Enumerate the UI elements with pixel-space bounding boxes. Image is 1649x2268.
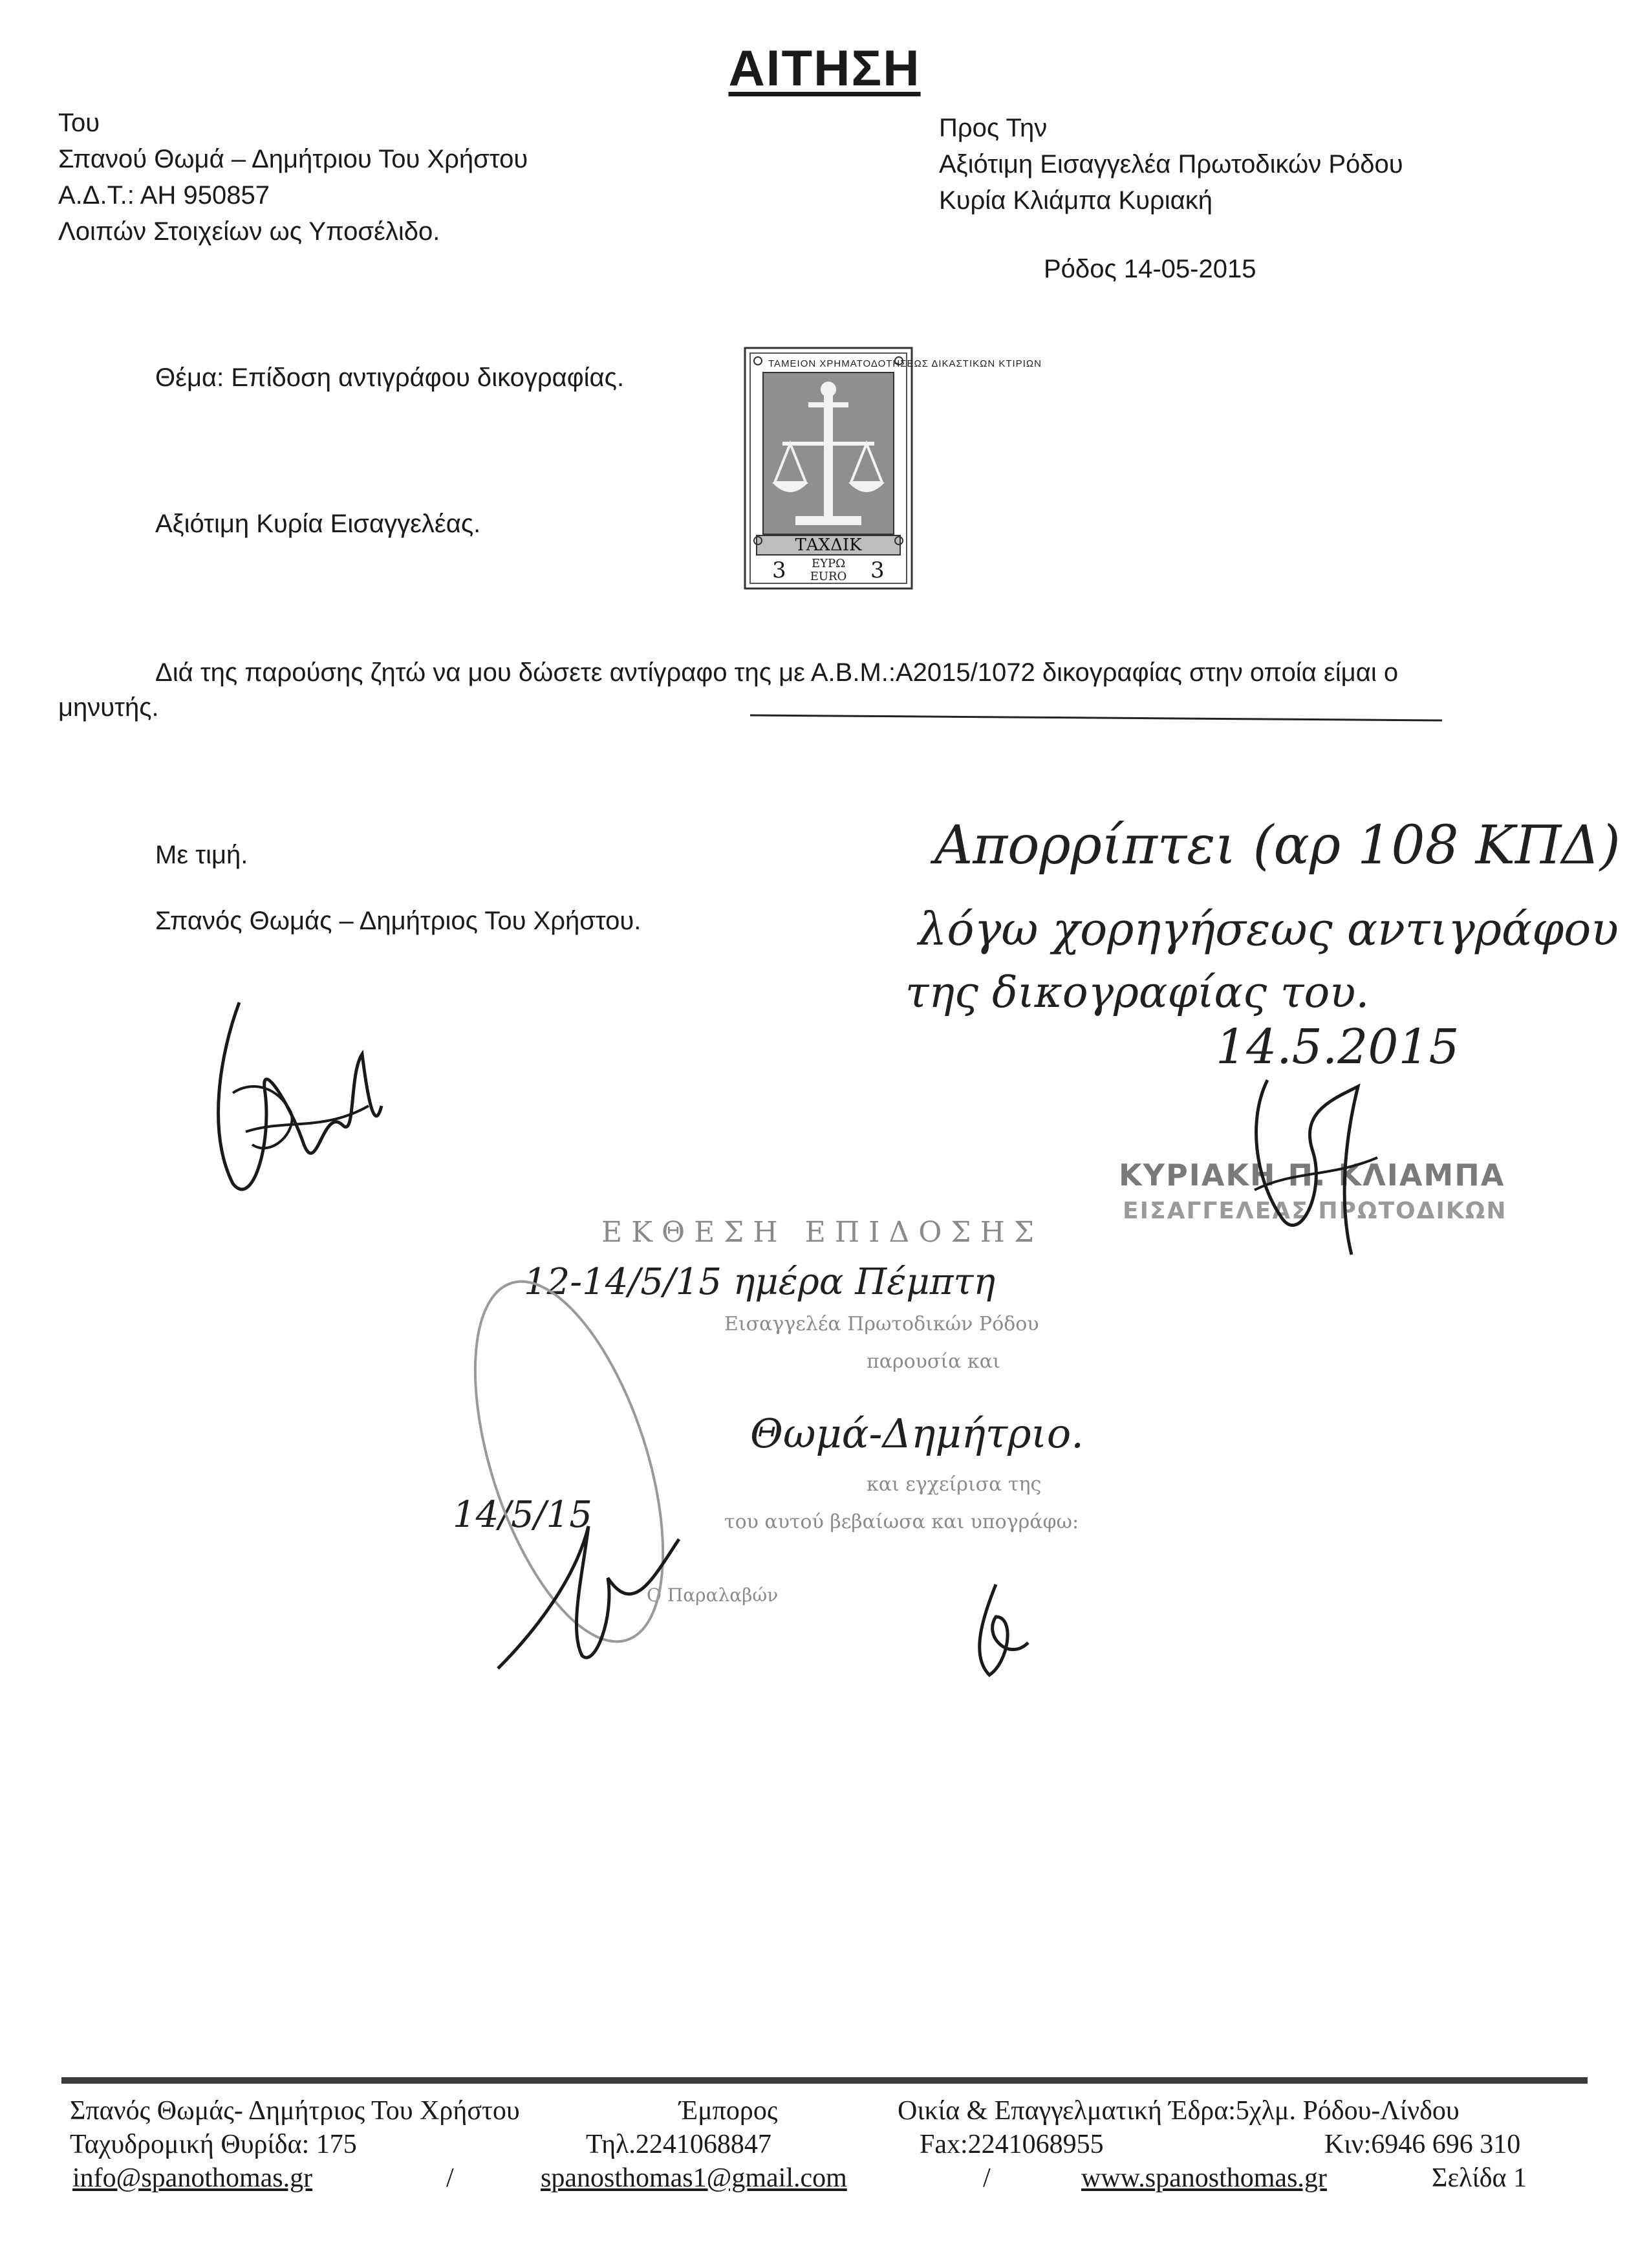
fee-stamp-label: ΤΑΧΔΙΚ: [795, 535, 862, 555]
prosecutor-stamp-title: ΕΙΣΑΓΓΕΛΕΑΣ ΠΡΩΤΟΔΙΚΩΝ: [1123, 1198, 1507, 1224]
prosecutor-signature: [1229, 1061, 1436, 1274]
recipient-block: [939, 110, 1403, 219]
footer-page-number: Σελίδα 1: [1432, 2163, 1527, 2193]
service-signature-1: [485, 1500, 692, 1681]
footer-phone: Τηλ.2241068847: [586, 2130, 771, 2159]
sender-other: Λοιπών Στοιχείων ως Υποσέλιδο.: [58, 217, 440, 246]
fee-stamp: [744, 347, 1042, 590]
body-line-1: Διά της παρούσης ζητώ να μου δώσετε αντίγραφο της με Α.Β.Μ.:Α2015/1072 δικογραφίας στην οποία είμαι ο: [155, 658, 1399, 687]
footer-address: Οικία & Επαγγελματική Έδρα:5χλμ. Ρόδου-Λίνδου: [898, 2096, 1460, 2126]
service-stamp-line-5: και εγχείρισα της: [867, 1473, 1042, 1496]
fee-stamp-currency-en: EURO: [810, 570, 847, 583]
place-date: Ρόδος 14-05-2015: [1044, 255, 1256, 283]
sender-line-1: Του: [58, 109, 100, 137]
service-stamp-line-1: 12-14/5/15 ημέρα Πέμπτη: [524, 1261, 996, 1303]
recipient-title: Αξιότιμη Εισαγγελέα Πρωτοδικών Ρόδου: [939, 150, 1403, 178]
handwritten-line-3: της δικογραφίας του.: [905, 967, 1370, 1017]
fee-stamp-currency: [807, 557, 850, 583]
handwritten-line-1: Απορρίπτει (αρ 108 ΚΠΔ): [934, 815, 1621, 876]
sender-block: [58, 105, 528, 250]
fee-stamp-value-left: 3: [772, 557, 786, 583]
footer-fax: Fax:2241068955: [920, 2130, 1104, 2159]
sender-id: Α.Δ.Τ.: ΑΗ 950857: [58, 181, 270, 210]
footer-name: Σπανός Θωμάς- Δημήτριος Του Χρήστου: [70, 2096, 520, 2126]
document-title-text: ΑΙΤΗΣΗ: [728, 39, 921, 96]
fee-stamp-top-text: ΤΑΜΕΙΟΝ ΧΡΗΜΑΤΟΔΟΤΗΣΕΩΣ ΔΙΚΑΣΤΙΚΩΝ ΚΤΙΡΙΩΝ: [768, 358, 1042, 369]
fee-stamp-currency-gr: ΕΥΡΩ: [811, 557, 846, 570]
service-signature-2: [944, 1578, 1048, 1681]
footer-email-gmail-link[interactable]: spanosthomas1@gmail.com: [541, 2163, 847, 2193]
sender-name: Σπανού Θωμά – Δημήτριου Του Χρήστου: [58, 145, 528, 173]
handwritten-date: 14.5.2015: [1216, 1019, 1460, 1075]
prosecutor-stamp-name: ΚΥΡΙΑΚΗ Π. ΚΛΙΑΜΠΑ: [1119, 1158, 1505, 1193]
document-title: [0, 39, 1649, 98]
service-stamp-line-6: του αυτού βεβαίωσα και υπογράφω:: [724, 1511, 1079, 1533]
service-stamp-date: 14/5/15: [453, 1494, 592, 1536]
footer-po-box: Ταχυδρομική Θυρίδα: 175: [70, 2130, 357, 2159]
salutation: Αξιότιμη Κυρία Εισαγγελέας.: [155, 510, 481, 538]
footer-separator-2: /: [983, 2163, 991, 2193]
subject-line: Θέμα: Επίδοση αντιγράφου δικογραφίας.: [155, 363, 625, 392]
footer-website-link[interactable]: www.spanosthomas.gr: [1081, 2163, 1327, 2193]
sender-signature: [194, 977, 401, 1209]
closing: Με τιμή.: [155, 841, 248, 869]
handwritten-line-2: λόγω χορηγήσεως αντιγράφου: [918, 903, 1619, 956]
footer-mobile: Κιν:6946 696 310: [1324, 2130, 1521, 2159]
footer-email-info-link[interactable]: info@spanothomas.gr: [72, 2163, 313, 2193]
signatory: Σπανός Θωμάς – Δημήτριος Του Χρήστου.: [155, 907, 641, 935]
service-stamp-line-3: παρουσία και: [867, 1350, 1000, 1373]
service-stamp-receiver: Ο Παραλαβών: [647, 1584, 779, 1606]
body-line-2: μηνυτής.: [58, 693, 159, 722]
body-underline: [750, 709, 1449, 724]
service-stamp-heading: ΕΚΘΕΣΗ ΕΠΙΔΟΣΗΣ: [601, 1216, 1043, 1249]
footer-profession: Έμπορος: [679, 2096, 778, 2126]
footer-rule: [61, 2077, 1588, 2086]
fee-stamp-value-right: 3: [870, 557, 885, 583]
footer-separator-1: /: [446, 2163, 454, 2193]
service-stamp: [453, 1216, 1132, 1681]
recipient-name: Κυρία Κλιάμπα Κυριακή: [939, 186, 1213, 215]
service-stamp-line-2: Εισαγγελέα Πρωτοδικών Ρόδου: [724, 1313, 1039, 1335]
service-stamp-line-4: Θωμά-Δημήτριο.: [750, 1410, 1084, 1457]
recipient-line-1: Προς Την: [939, 114, 1048, 142]
